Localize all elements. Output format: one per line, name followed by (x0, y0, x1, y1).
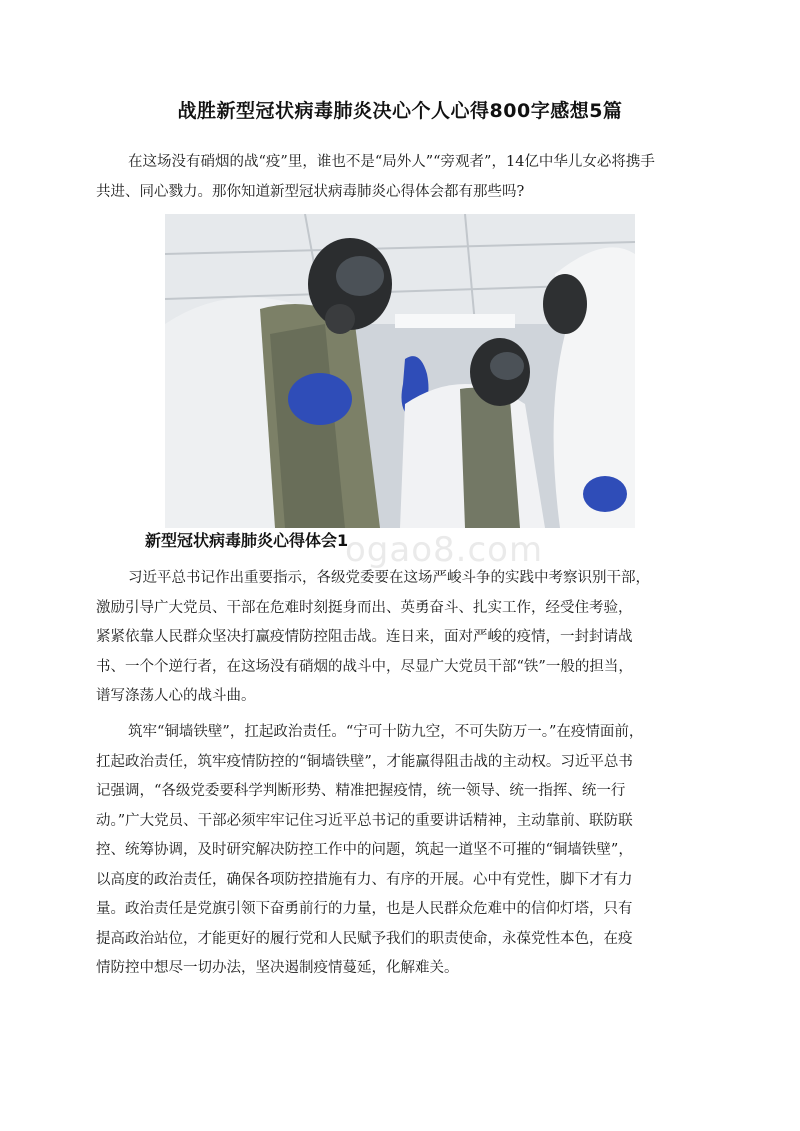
text-line: 共进、同心戮力。那你知道新型冠状病毒肺炎心得体会都有那些吗? (96, 183, 525, 200)
text-line: 习近平总书记作出重要指示，各级党委要在这场严峻斗争的实践中考察识别干部， (128, 570, 650, 586)
text-line: 提高政治站位，才能更好的履行党和人民赋予我们的职责使命，永葆党性本色，在疫 (96, 930, 633, 947)
text-line: 筑牢“铜墙铁壁”，扛起政治责任。“宁可十防九空，不可失防万一。”在疫情面前， (128, 724, 644, 740)
watermark: ogao8.com (345, 530, 544, 570)
text-line: 在这场没有硝烟的战“疫”里，谁也不是“局外人”“旁观者”，14亿中华儿女必将携手 (128, 154, 655, 170)
intro-paragraph (96, 148, 706, 207)
page-title: 战胜新型冠状病毒肺炎决心个人心得800字感想5篇 (177, 100, 623, 122)
text-line: 激励引导广大党员、干部在危难时刻挺身而出、英勇奋斗、扎实工作，经受住考验， (96, 599, 633, 616)
text-line: 控、统筹协调，及时研究解决防控工作中的问题，筑起一道坚不可摧的“铜墙铁壁”， (96, 842, 633, 858)
article-photo (165, 214, 635, 528)
text-line: 紧紧依靠人民群众坚决打赢疫情防控阻击战。连日来，面对严峻的疫情，一封封请战 (96, 629, 633, 645)
text-line: 量。政治责任是党旗引领下奋勇前行的力量，也是人民群众危难中的信仰灯塔，只有 (96, 901, 633, 917)
text-line: 扛起政治责任，筑牢疫情防控的“铜墙铁壁”，才能赢得阻击战的主动权。习近平总书 (96, 753, 633, 770)
text-line: 情防控中想尽一切办法，坚决遏制疫情蔓延，化解难关。 (96, 960, 459, 976)
text-line: 书、一个个逆行者，在这场没有硝烟的战斗中，尽显广大党员干部“铁”一般的担当， (96, 658, 633, 675)
text-line: 谱写涤荡人心的战斗曲。 (96, 688, 256, 704)
body-paragraph-1 (96, 564, 706, 712)
section-heading: 新型冠状病毒肺炎心得体会1 (145, 531, 349, 550)
body-paragraph-2 (96, 718, 706, 984)
text-line: 动。”广大党员、干部必须牢牢记住习近平总书记的重要讲话精神，主动靠前、联防联 (96, 812, 633, 829)
text-line: 以高度的政治责任，确保各项防控措施有力、有序的开展。心中有党性，脚下才有力 (96, 871, 633, 888)
text-line: 记强调，“各级党委要科学判断形势、精准把握疫情，统一领导、统一指挥、统一行 (96, 783, 626, 799)
